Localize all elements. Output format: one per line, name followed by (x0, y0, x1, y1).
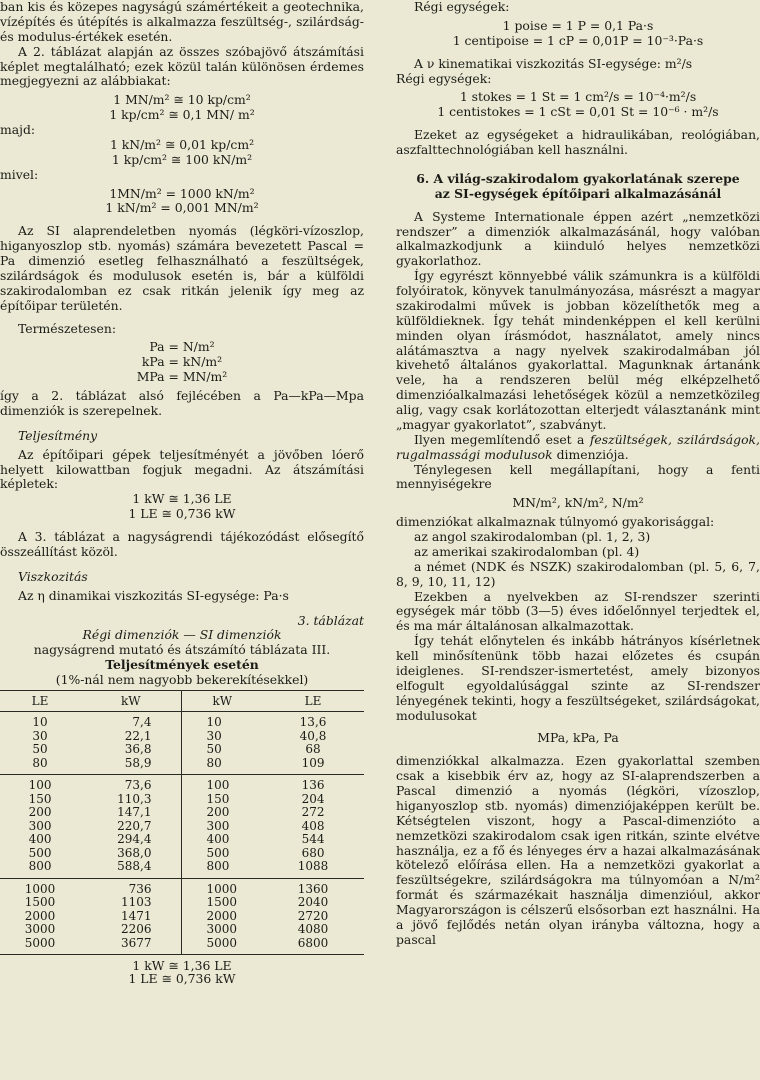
table3 (0, 614, 364, 986)
table2-paragraph: A 2. táblázat alapján az összes szóbajövő átszámítási képlet megtalálható; ezek közül talán különösen érdemes megjegyezni az alábbiakat: (0, 43, 364, 89)
formula: MPa = MN/m² (136, 369, 228, 385)
ilyen-paragraph (396, 433, 760, 463)
formula: 1 kN/m² ≅ 0,01 kp/cm² (109, 136, 255, 152)
table-cell: 300 (28, 818, 52, 833)
table-row (0, 896, 364, 910)
table-cell: 220,7 (80, 820, 182, 834)
table-cell: 50 (206, 742, 222, 757)
table-cell: 500 (206, 845, 230, 860)
table-cell: 40,8 (299, 728, 327, 743)
table-cell: 110,3 (80, 793, 182, 807)
table-cell: 22,1 (80, 730, 182, 744)
formula: 1 LE ≅ 0,736 kW (128, 506, 236, 522)
table-row (0, 820, 364, 834)
table-cell: 58,9 (80, 757, 182, 775)
intro-paragraph: ban kis és közepes nagyságú számértékeit a geotechnika, vízépítés és útépítés is alkalmazza feszültség-, szilárdság- és modulus-értékek esetén. (0, 0, 364, 44)
table-row (0, 833, 364, 847)
table-cell: 1500 (24, 895, 56, 910)
table-cell: 2206 (80, 923, 182, 937)
table-cell: 13,6 (299, 715, 327, 730)
table-footnote: 1 LE ≅ 0,736 kW (128, 971, 236, 987)
formula: 1MN/m² = 1000 kN/m² (109, 185, 255, 201)
table-cell: 5000 (182, 937, 262, 955)
dimenziokat-paragraph: dimenziókat alkalmaznak túlnyomó gyakorisággal: (396, 514, 715, 530)
table-cell: 2000 (206, 908, 238, 923)
also-fejlec-paragraph: így a 2. táblázat alsó fejlécében a Pa—kPa—Mpa dimenziók is szerepelnek. (0, 388, 364, 418)
table-cell: 30 (32, 728, 48, 743)
right-column (396, 0, 760, 948)
igy-paragraph: Így egyrészt könnyebbé válik számunkra is a külföldi folyóiratok, könyvek tanulmányozása, másrészt a magyar szakirodalmi művek is jobban közelíthetők meg a külföldieknek. Így tehát mindenképpen el kell kerülni minden olyan írásmódot, használatot, amely nincs alátámasztva a nagy nyelvek szakirodalmában jól kivehető általános gyakorlattal. Magunknak ártanánk vele, ha a rendszeren belül még elképzelhető dimenzióalkalmazási lehetőségek közül a nemzetközileg alig, vagy csak korlátozottan elterjedt választanánk mint „magyar gyakorlatot”, szabványt. (396, 268, 760, 432)
table-cell: 1088 (297, 859, 329, 874)
formula: 1 MN/m² ≅ 10 kp/cm² (113, 92, 251, 108)
table-cell: 109 (301, 755, 325, 770)
table-cell: 7,4 (80, 712, 182, 730)
formula: 1 kp/cm² ≅ 100 kN/m² (111, 151, 253, 167)
formula: MN/m², kN/m², N/m² (512, 495, 644, 511)
formula: MPa, kPa, Pa (537, 730, 619, 746)
table-row (0, 860, 364, 878)
viszkozitas-paragraph: Az η dinamikai viszkozitás SI-egysége: Pa·s (18, 587, 289, 603)
table-cell: 1360 (262, 878, 364, 896)
igytehat-paragraph: Így tehát előnytelen és inkább hátrányos kísérletnek kell minősítenünk több hazai előzetes és csupán ideiglenes. SI-rendszer-ismertetést, amely bizonyos elfogult egyoldalúsággal szinte az SI-rendszer lényegének tekinti, hogy a feszültségeket, szilárdságokat, modulusokat (396, 633, 760, 723)
table-row (0, 847, 364, 861)
table-cell: 800 (28, 859, 52, 874)
column-header: LE (0, 690, 80, 711)
table-cell: 2720 (297, 908, 329, 923)
table-cell: 400 (28, 832, 52, 847)
tenykent-paragraph: Ténylegesen kell megállapítani, hogy a fenti mennyiségekre (396, 461, 760, 492)
table-cell: 80 (32, 755, 48, 770)
table-cell: 6800 (262, 937, 364, 955)
table-cell: 200 (206, 805, 230, 820)
label-termeszetesen: Természetesen: (18, 320, 117, 336)
teljesitmeny-paragraph: Az építőipari gépek teljesítményét a jövőben lóerő helyett kilowattban fogjuk megadni. Az átszámítási képletek: (0, 446, 364, 492)
table-row (0, 937, 364, 955)
text-span: Ilyen megemlítendő eset a (414, 431, 590, 447)
table-cell: 4080 (297, 922, 329, 937)
table-cell: 10 (206, 715, 222, 730)
table-row (0, 757, 364, 775)
table-row (0, 878, 364, 896)
table-cell: 736 (80, 878, 182, 896)
formula: 1 centipoise = 1 cP = 0,01P = 10⁻³·Pa·s (452, 32, 704, 48)
list-item: a német (NDK és NSZK) szakirodalomban (pl. 5, 6, 7, 8, 9, 10, 11, 12) (396, 558, 760, 589)
table-cell: 1000 (182, 878, 262, 896)
table-cell: 5000 (0, 937, 80, 955)
table-cell: 30 (206, 728, 222, 743)
table-cell: 204 (301, 791, 325, 806)
label-regi-egysegek: Régi egységek: (396, 70, 492, 86)
table-cell: 800 (206, 859, 230, 874)
column-header: kW (182, 690, 262, 711)
list-item: az amerikai szakirodalomban (pl. 4) (414, 543, 640, 559)
table-cell: 2000 (24, 908, 56, 923)
table-cell: 150 (28, 791, 52, 806)
ezekben-paragraph: Ezekben a nyelvekben az SI-rendszer szerinti egységek már több (3—5) éves időelőnnyel terjedtek el, és ma már általánosan alkalmazottak. (396, 588, 760, 634)
table-header-row (0, 690, 364, 711)
table-footnote: 1 kW ≅ 1,36 LE (132, 958, 232, 974)
emphasis-span: feszültségek, szilárdságok, rugalmassági modulusok (396, 431, 760, 462)
table-cell: 588,4 (80, 860, 182, 878)
formula: Pa = N/m² (149, 339, 215, 355)
formula: 1 kN/m² = 0,001 MN/m² (105, 200, 259, 216)
table-title: Régi dimenziók — SI dimenziók (82, 627, 282, 643)
table-cell: 73,6 (80, 775, 182, 793)
table-cell: 150 (206, 791, 230, 806)
table-label: 3. táblázat (297, 612, 364, 628)
ezeket-paragraph: Ezeket az egységeket a hidraulikában, reológiában, aszfalttechnológiában kell használni. (396, 127, 760, 157)
table-cell: 544 (301, 832, 325, 847)
final-paragraph: dimenziókkal alkalmazza. Ezen gyakorlattal szemben csak a kisebbik érv az, hogy az SI-alaprendszerben a Pascal dimenzió a nyomás (légköri, vízoszlop, higanyoszlop stb. nyomás) dimenziójaképpen került be. Kétségtelen viszont, hogy a Pascal-dimenzióto a nemzetközi szakirodalom csak igen ritkán, szinte elvétve használja, ez a fő és lényeges érv a hazai alkalmazásának kötelező előírása ellen. Ha a nemzetközi gyakorlat a feszültségekre, szilárdságokra ma túlnyomóan a N/m² formát és származékait használja dimenzióul, akkor Magyarországon is célszerű elsősorban ezt használni. Ha a jövő fejlődés netán olyan irányba változna, hogy a pascal (396, 753, 760, 947)
left-column (0, 0, 364, 985)
table-subtitle: Teljesítmények esetén (105, 657, 259, 673)
table-row (0, 806, 364, 820)
text-span: dimenziója. (552, 446, 629, 462)
table-row (0, 793, 364, 807)
table-cell: 80 (206, 755, 222, 770)
formula: 1 kp/cm² ≅ 0,1 MN/ m² (109, 107, 255, 123)
table-row (0, 923, 364, 937)
table-note: (1%-nál nem nagyobb bekerekítésekkel) (55, 672, 309, 687)
table-cell: 36,8 (80, 743, 182, 757)
section-heading-viszkozitas: Viszkozitás (18, 568, 88, 584)
formula: 1 centistokes = 1 cSt = 0,01 St = 10⁻⁶ · m²/s (437, 104, 719, 120)
table-cell: 200 (28, 805, 52, 820)
table-cell: 147,1 (80, 806, 182, 820)
table-cell: 136 (262, 775, 364, 793)
column-header: kW (80, 690, 182, 711)
label-mivel: mivel: (0, 166, 39, 182)
table-row (0, 775, 364, 793)
formula: kPa = kN/m² (141, 354, 223, 370)
table-cell: 1103 (80, 896, 182, 910)
table-cell: 500 (28, 845, 52, 860)
table-cell: 1000 (0, 878, 80, 896)
table-row (0, 730, 364, 744)
table-cell: 3677 (80, 937, 182, 955)
table-cell: 400 (206, 832, 230, 847)
formula: 1 poise = 1 P = 0,1 Pa·s (502, 17, 654, 33)
table-cell: 3000 (24, 922, 56, 937)
table-row (0, 743, 364, 757)
table-cell: 680 (301, 845, 325, 860)
table-cell: 272 (301, 805, 325, 820)
section-heading: az SI-egységek építőipari alkalmazásánál (434, 185, 722, 201)
table-cell: 68 (305, 742, 321, 757)
table-cell: 368,0 (80, 847, 182, 861)
table-cell: 3000 (206, 922, 238, 937)
formula: 1 kW ≅ 1,36 LE (132, 491, 232, 507)
table-subtitle: nagyságrend mutató és átszámító táblázata III. (33, 642, 331, 658)
section-heading-teljesitmeny: Teljesítmény (18, 427, 98, 443)
table-cell: 300 (206, 818, 230, 833)
list-item: az angol szakirodalomban (pl. 1, 2, 3) (414, 529, 651, 544)
kinematic-paragraph: A ν kinematikai viszkozitás SI-egysége: m²/s (414, 55, 693, 71)
table-cell: 408 (301, 818, 325, 833)
label-regi-egysegek: Régi egységek: (414, 0, 510, 14)
table-cell: 100 (0, 775, 80, 793)
table-row (0, 712, 364, 730)
table3-paragraph: A 3. táblázat a nagyságrendi tájékozódást elősegítő összeállítást közöl. (0, 529, 364, 559)
table-cell: 50 (32, 742, 48, 757)
table-cell: 10 (32, 715, 48, 730)
table-cell: 2040 (297, 895, 329, 910)
data-table (0, 690, 364, 955)
column-header: LE (262, 690, 364, 711)
formula: 1 stokes = 1 St = 1 cm²/s = 10⁻⁴·m²/s (459, 89, 697, 105)
table-row (0, 910, 364, 924)
table-cell: 1471 (80, 910, 182, 924)
section-heading: 6. A világ-szakirodalom gyakorlatának szerepe (416, 170, 740, 186)
systeme-paragraph: A Systeme Internationale éppen azért „nemzetközi rendszer” a dimenziók alkalmazásánál, hogy valóban alkalmazkodjunk a kiinduló helyes nemzetközi gyakorlathoz. (396, 208, 760, 269)
table-cell: 1500 (206, 895, 238, 910)
label-majd: majd: (0, 122, 36, 137)
table-cell: 100 (182, 775, 262, 793)
si-pascal-paragraph: Az SI alaprendeletben nyomás (légköri-vízoszlop, higanyoszlop stb. nyomás) számára bevezetett Pascal = Pa dimenzió esetleg felhasználható a feszültségek, szilárdságok és modulusok esetén is, bár a külföldi szakirodalomban ez csak ritkán jelenik így meg az építőipar területén. (0, 223, 364, 313)
table-cell: 294,4 (80, 833, 182, 847)
